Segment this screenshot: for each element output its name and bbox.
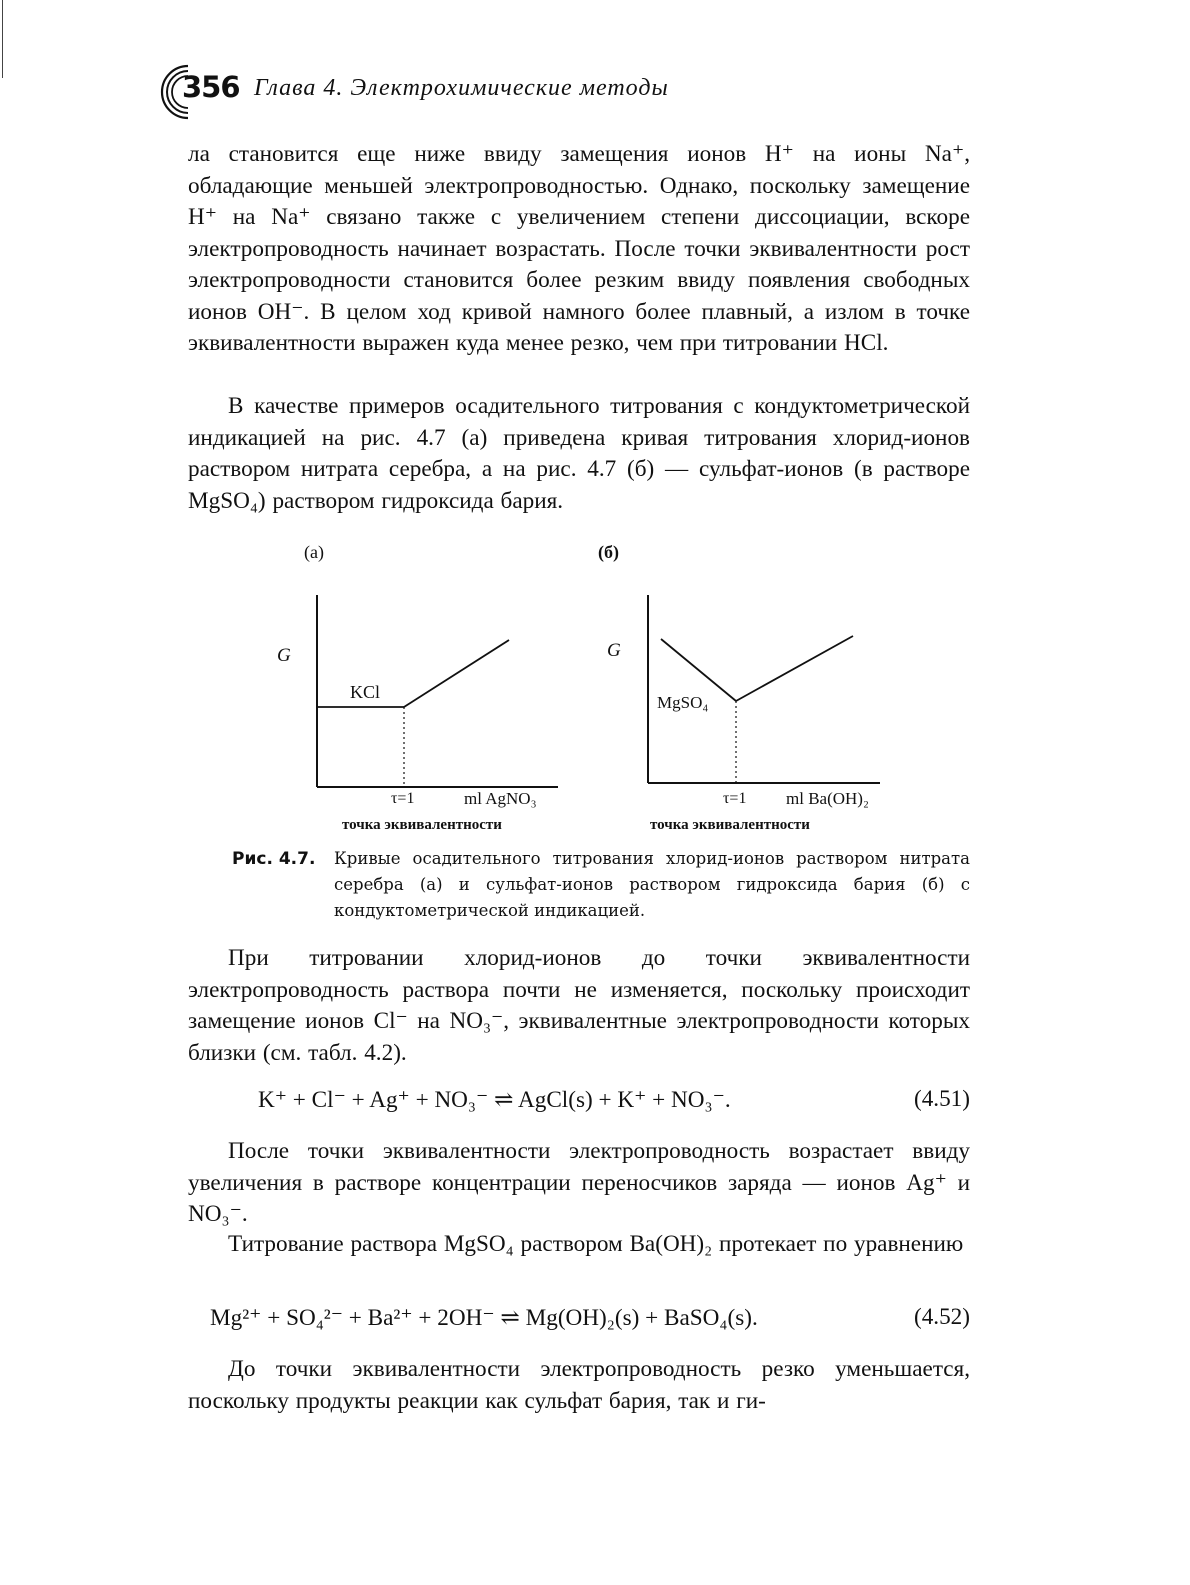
page-header	[158, 62, 978, 122]
equation-4-52-body: Mg²⁺ + SO₄²⁻ + Ba²⁺ + 2OH⁻ ⇌ Mg(OH)₂(s) + BaSO₄(s).	[210, 1305, 758, 1331]
running-head: Глава 4. Электрохимические методы	[254, 75, 669, 101]
panel-b-tick-label: τ=1	[723, 790, 747, 807]
paragraph-6: До точки эквивалентности электропроводность резко уменьшается, поскольку продукты реакции как сульфат бария, так и ги-	[188, 1356, 970, 1414]
panel-b-curve-label: MgSO₄	[657, 693, 709, 712]
panel-b-x-label: ml Ba(OH)₂	[786, 789, 869, 808]
paragraph-4: После точки эквивалентности электропроводность возрастает ввиду увеличения в растворе концентрации переносчиков заряда — ионов Ag⁺ и NO₃⁻.	[188, 1138, 970, 1227]
equation-4-52-number: (4.52)	[913, 1304, 970, 1330]
equation-4-51-number: (4.51)	[913, 1086, 970, 1112]
figure-4-7	[250, 535, 950, 845]
caption-label: Рис. 4.7.	[232, 849, 316, 869]
panel-a-x-label: ml AgNO₃	[464, 789, 537, 808]
equation-4-52	[188, 1304, 970, 1338]
paragraph-5: Титрование раствора MgSO₄ раствором Ba(OH)₂ протекает по уравнению	[228, 1231, 964, 1257]
equation-4-51-body: K⁺ + Cl⁻ + Ag⁺ + NO₃⁻ ⇌ AgCl(s) + K⁺ + NO₃⁻.	[258, 1087, 731, 1113]
paragraph-1: ла становится еще ниже ввиду замещения ионов H⁺ на ионы Na⁺, обладающие меньшей электропроводностью. Однако, поскольку замещение H⁺ на Na⁺ связано также с увеличением степени диссоциации, вскоре электропроводность начинает возрастать. После точки эквивалентности рост электропроводности становится более резким ввиду появления свободных ионов OH⁻. В целом ход кривой намного более плавный, а излом в точке эквивалентности выражен куда менее резко, чем при титровании HCl.	[188, 141, 970, 356]
panel-a-curve-rise	[404, 640, 509, 707]
panel-b-label: (б)	[598, 542, 619, 562]
panel-a-label: (а)	[304, 542, 324, 562]
paragraph-2: В качестве примеров осадительного титрования с кондуктометрической индикацией на рис. 4.7 (а) приведена кривая титрования хлорид-ионов раствором нитрата серебра, а на рис. 4.7 (б) — сульфат-ионов (в растворе MgSO₄) раствором гидроксида бария.	[188, 393, 970, 514]
panel-a-tick-label: τ=1	[391, 790, 415, 807]
page-number: 356	[182, 70, 240, 104]
panel-b-curve-rise	[736, 636, 853, 701]
equation-4-51	[188, 1086, 970, 1120]
panel-b-note: точка эквивалентности	[650, 817, 810, 833]
panel-a-note: точка эквивалентности	[342, 817, 502, 833]
panel-a-curve-label: KCl	[350, 682, 381, 702]
panel-b-curve-fall	[661, 639, 736, 701]
page-edge-mark	[2, 0, 3, 78]
caption-text: Кривые осадительного титрования хлорид-ионов раствором нитрата серебра (а) и сульфат-ионов раствором гидроксида бария (б) с кондуктометрической индикацией.	[334, 849, 970, 920]
panel-a-y-label: G	[277, 645, 291, 666]
panel-b-y-label: G	[607, 640, 621, 661]
paragraph-3: При титровании хлорид-ионов до точки эквивалентности электропроводность раствора почти не изменяется, поскольку происходит замещение ионов Cl⁻ на NO₃⁻, эквивалентные электропроводности которых близки (см. табл. 4.2).	[188, 945, 970, 1066]
